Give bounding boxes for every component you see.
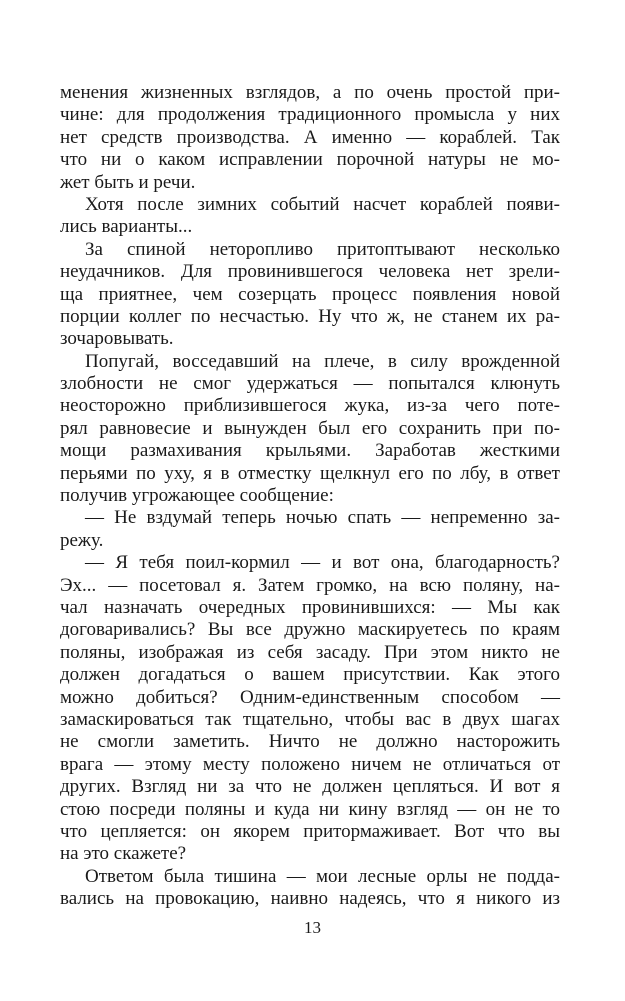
text-line: получив угрожающее сообщение: <box>60 485 334 507</box>
text-line: чал назначать очередных провинившихся: — Мы как <box>60 596 560 618</box>
text-line: неосторожно приблизившегося жука, из-за чего поте- <box>60 395 560 417</box>
text-line: злобности не смог удержаться — попытался клюнуть <box>60 373 560 395</box>
text-line: Ответом была тишина — мои лесные орлы не подда- <box>85 865 560 887</box>
paragraph <box>60 194 560 239</box>
text-line: можно добиться? Одним-единственным способом — <box>60 686 560 708</box>
text-line: — Я тебя поил-кормил — и вот она, благодарность? <box>85 552 560 574</box>
paragraph <box>60 82 560 194</box>
text-line: Эх... — посетовал я. Затем громко, на всю поляну, на- <box>60 574 560 596</box>
paragraph <box>60 239 560 351</box>
text-line: неудачников. Для провинившегося человека нет зрели- <box>60 261 560 283</box>
paragraph <box>60 552 560 865</box>
paragraph <box>60 866 560 911</box>
text-line: на это скажете? <box>60 843 187 865</box>
text-line: замаскироваться так тщательно, чтобы вас в двух шагах <box>60 708 560 730</box>
text-line: что цепляется: он якорем притормаживает. Вот что вы <box>60 820 560 842</box>
text-line: стою посреди поляны и куда ни кину взгляд — он не то <box>60 798 560 820</box>
text-line: должен догадаться о вашем присутствии. Как этого <box>60 664 560 686</box>
text-line: жет быть и речи. <box>60 171 196 193</box>
text-line: Хотя после зимних событий насчет кораблей появи- <box>85 193 560 215</box>
text-line: Попугай, восседавший на плече, в силу врожденной <box>85 350 560 372</box>
text-line: чине: для продолжения традиционного промысла у них <box>60 104 560 126</box>
text-line: договаривались? Вы все дружно маскируетесь по краям <box>60 619 560 641</box>
text-line: что ни о каком исправлении порочной натуры не мо- <box>60 149 560 171</box>
text-line: — Не вздумай теперь ночью спать — непременно за- <box>85 507 560 529</box>
text-line: других. Взгляд ни за что не должен цепляться. И вот я <box>60 776 560 798</box>
text-line: рял равновесие и вынужден был его сохранить при по- <box>60 417 560 439</box>
text-line: зочаровывать. <box>60 328 174 350</box>
body-text <box>60 82 560 910</box>
page-number: 13 <box>304 918 321 937</box>
text-line: менения жизненных взглядов, а по очень простой при- <box>60 82 560 103</box>
text-line: перьями по уху, я в отместку щелкнул его по лбу, в ответ <box>60 462 560 484</box>
text-line: врага — этому месту положено ничем не отличаться от <box>60 753 560 775</box>
text-line: мощи размахивания крыльями. Заработав жесткими <box>60 440 560 462</box>
text-line: вались на провокацию, наивно надеясь, что я никого из <box>60 888 560 910</box>
text-line: порции коллег по несчастью. Ну что ж, не станем их ра- <box>60 305 560 327</box>
text-line: лись варианты... <box>60 216 193 238</box>
text-line: не смогли заметить. Ничто не должно насторожить <box>60 731 560 753</box>
paragraph <box>60 351 560 508</box>
text-line: нет средств производства. А именно — кораблей. Так <box>60 126 560 148</box>
text-line: режу. <box>60 529 104 551</box>
text-line: поляны, изображая из себя засаду. При этом никто не <box>60 641 560 663</box>
text-line: За спиной неторопливо притоптывают несколько <box>85 238 560 260</box>
text-line: ща приятнее, чем созерцать процесс появления новой <box>60 283 560 305</box>
paragraph <box>60 507 560 552</box>
